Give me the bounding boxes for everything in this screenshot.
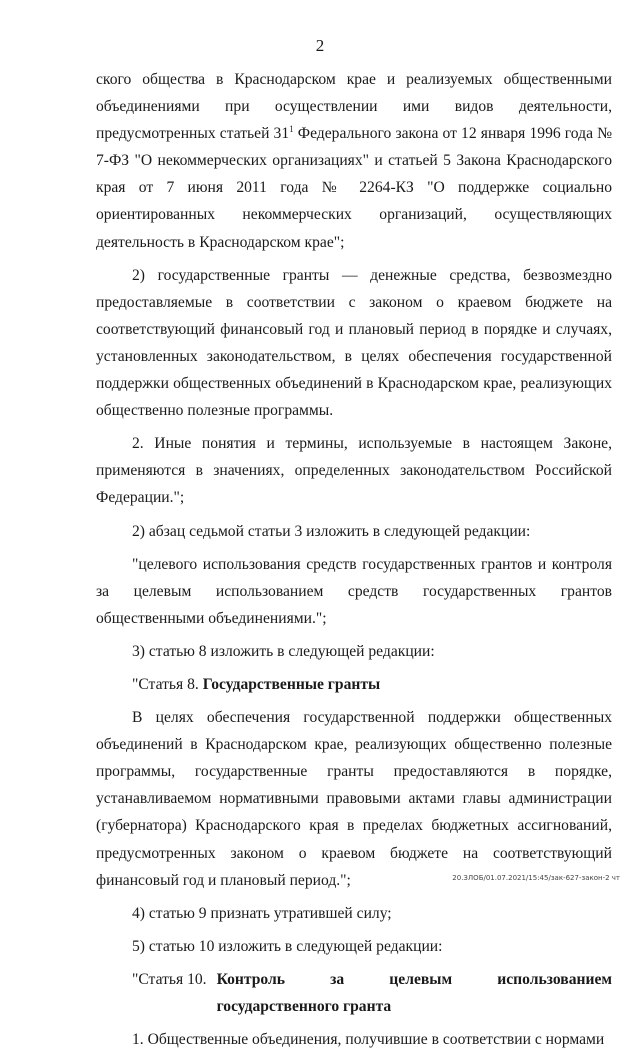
document-footer-code: 20.ЗЛОБ/01.07.2021/15:45/зак-627-закон-2 чт [452, 874, 620, 882]
paragraph-8: 4) статью 9 признать утратившей силу; [132, 904, 392, 922]
paragraph-2: 2. Иные понятия и термины, используемые в настоящем Законе, применяются в значениях, определенных законодательством Российской Федерации."; [96, 435, 612, 507]
page-number: 2 [315, 36, 325, 55]
paragraph-7: В целях обеспечения государственной поддержки общественных объединений в Краснодарском крае, реализующих общественно полезные программы, государственные гранты предоставляются в порядке, устанавливаемом нормативными правовыми актами главы администрации (губернатора) Краснодарского края в пределах бюджетных ассигнований, предусмотренных законом о краевом бюджете на соответствующий финансовый год и плановый период."; [96, 709, 612, 889]
paragraph-0-superscript: 1 [289, 124, 294, 135]
paragraph-0 [96, 66, 612, 256]
article-10-heading [96, 966, 612, 1020]
article-8-prefix: "Статья 8. [132, 675, 203, 693]
paragraph-11: 1. Общественные объединения, получившие в соответствии с нормами [132, 1031, 605, 1049]
article-10-label: "Статья 10. [132, 970, 207, 988]
article-10-title: Контроль за целевым использованием государственного гранта [216, 970, 612, 1015]
paragraph-3: 2) абзац седьмой статьи 3 изложить в следующей редакции: [132, 522, 531, 540]
article-8-heading [96, 671, 612, 698]
paragraph-1: 2) государственные гранты — денежные средства, безвозмездно предоставляемые в соответствии с законом о краевом бюджете на соответствующий финансовый год и плановый период в порядке и случаях, установленных законодательством, в целях обеспечения государственной поддержки общественных объединений в Краснодарском крае, реализующих общественно полезные программы. [96, 266, 612, 420]
article-8-title: Государственные гранты [202, 675, 381, 693]
paragraph-9: 5) статью 10 изложить в следующей редакции: [132, 937, 443, 955]
paragraph-4: "целевого использования средств государственных грантов и контроля за целевым использованием средств государственных грантов общественными объединениями."; [96, 555, 612, 627]
paragraph-0-rest: Федерального закона от 12 января 1996 года № 7-ФЗ "О некоммерческих организациях" и статьей 5 Закона Краснодарского края от 7 июня 2011 года № 2264-КЗ "О поддержке социально ориентированных некоммерческих организаций, осуществляющих деятельность в Краснодарском крае"; [96, 125, 612, 251]
paragraph-5: 3) статью 8 изложить в следующей редакции: [132, 642, 435, 660]
paragraph-0-text: ского общества в Краснодарском крае и реализуемых общественными объединениями при осуществлении ими видов деятельности, предусмотренных статьей 31 [96, 71, 612, 143]
